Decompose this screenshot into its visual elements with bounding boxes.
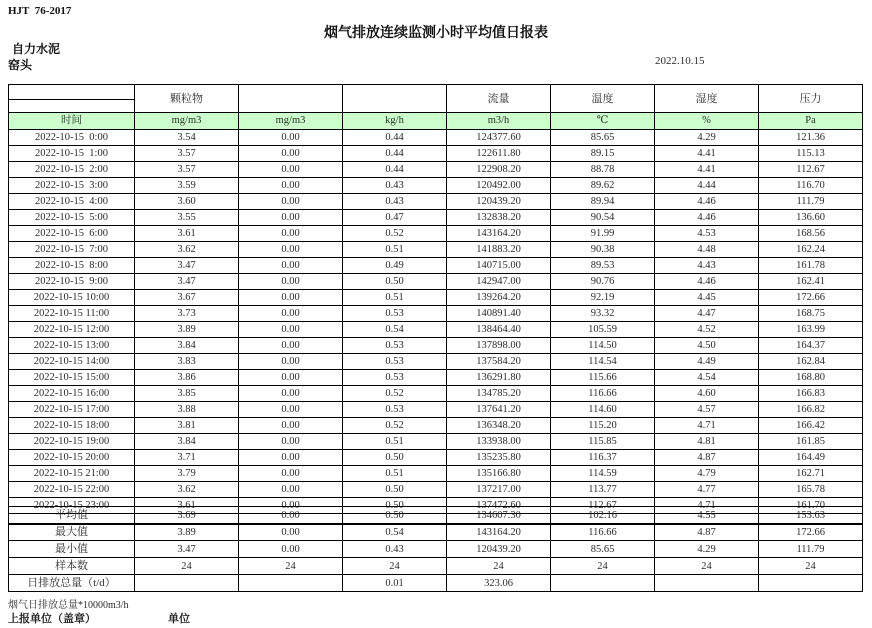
value-cell: 0.53 <box>343 402 447 418</box>
value-cell: 116.37 <box>551 450 655 466</box>
summary-table <box>8 506 863 592</box>
table-row <box>9 178 863 194</box>
value-cell: 141883.20 <box>447 242 551 258</box>
value-cell: 0.52 <box>343 418 447 434</box>
value-cell: 115.85 <box>551 434 655 450</box>
value-cell: 4.81 <box>655 434 759 450</box>
value-cell: 140715.00 <box>447 258 551 274</box>
page-title: 烟气排放连续监测小时平均值日报表 <box>324 26 548 41</box>
value-cell: 3.61 <box>135 498 239 514</box>
value-cell: 114.50 <box>551 338 655 354</box>
group-header-temperature: 温度 <box>551 85 655 113</box>
value-cell: 114.59 <box>551 466 655 482</box>
summary-label-cell: 平均值 <box>9 507 135 524</box>
value-cell <box>759 575 863 592</box>
time-cell: 2022-10-15 5:00 <box>9 210 135 226</box>
value-cell: 135166.80 <box>447 466 551 482</box>
value-cell: 3.89 <box>135 322 239 338</box>
value-cell: 4.79 <box>655 466 759 482</box>
table-row <box>9 130 863 146</box>
value-cell: 24 <box>135 558 239 575</box>
value-cell: 3.89 <box>135 524 239 541</box>
value-cell: 137898.00 <box>447 338 551 354</box>
value-cell: 102.16 <box>551 507 655 524</box>
value-cell: 3.71 <box>135 450 239 466</box>
value-cell: 4.41 <box>655 162 759 178</box>
value-cell: 323.06 <box>447 575 551 592</box>
value-cell: 0.00 <box>239 418 343 434</box>
value-cell: 120439.20 <box>447 194 551 210</box>
value-cell: 89.62 <box>551 178 655 194</box>
group-header-blank-2 <box>343 85 447 113</box>
time-cell: 2022-10-15 2:00 <box>9 162 135 178</box>
group-header-row <box>9 85 863 100</box>
value-cell: 143164.20 <box>447 226 551 242</box>
unit-header-row <box>9 113 863 130</box>
value-cell: 3.83 <box>135 354 239 370</box>
value-cell: 0.00 <box>239 226 343 242</box>
table-row <box>9 338 863 354</box>
value-cell: 122611.80 <box>447 146 551 162</box>
table-row <box>9 306 863 322</box>
value-cell: 90.76 <box>551 274 655 290</box>
value-cell: 3.62 <box>135 482 239 498</box>
value-cell: 0.47 <box>343 210 447 226</box>
value-cell: 135235.80 <box>447 450 551 466</box>
table-row <box>9 242 863 258</box>
value-cell: 89.15 <box>551 146 655 162</box>
table-row <box>9 274 863 290</box>
value-cell: 0.00 <box>239 402 343 418</box>
value-cell: 4.71 <box>655 418 759 434</box>
value-cell: 162.24 <box>759 242 863 258</box>
value-cell <box>135 575 239 592</box>
value-cell: 0.00 <box>239 210 343 226</box>
value-cell: 168.80 <box>759 370 863 386</box>
value-cell: 166.42 <box>759 418 863 434</box>
value-cell: 0.00 <box>239 354 343 370</box>
time-cell: 2022-10-15 20:00 <box>9 450 135 466</box>
value-cell: 162.84 <box>759 354 863 370</box>
unit-m3h: m3/h <box>447 113 551 130</box>
value-cell: 168.56 <box>759 226 863 242</box>
value-cell: 0.53 <box>343 370 447 386</box>
doc-code: HJT 76-2017 <box>8 5 72 17</box>
value-cell: 134607.30 <box>447 507 551 524</box>
value-cell: 4.77 <box>655 482 759 498</box>
value-cell: 3.84 <box>135 338 239 354</box>
value-cell: 164.37 <box>759 338 863 354</box>
value-cell: 85.65 <box>551 130 655 146</box>
value-cell: 0.00 <box>239 290 343 306</box>
table-row <box>9 434 863 450</box>
report-unit-label: 上报单位（盖章） <box>8 613 96 625</box>
value-cell: 0.00 <box>239 498 343 514</box>
value-cell: 0.43 <box>343 194 447 210</box>
time-cell: 2022-10-15 7:00 <box>9 242 135 258</box>
time-cell: 2022-10-15 8:00 <box>9 258 135 274</box>
group-header-particulate: 颗粒物 <box>135 85 239 113</box>
value-cell: 166.83 <box>759 386 863 402</box>
value-cell: 120439.20 <box>447 541 551 558</box>
summary-label-cell: 日排放总量（t/d） <box>9 575 135 592</box>
table-row <box>9 194 863 210</box>
value-cell: 140891.40 <box>447 306 551 322</box>
time-cell: 2022-10-15 16:00 <box>9 386 135 402</box>
group-header-pressure: 压力 <box>759 85 863 113</box>
value-cell <box>551 575 655 592</box>
value-cell: 0.00 <box>239 306 343 322</box>
value-cell: 4.46 <box>655 210 759 226</box>
value-cell: 0.00 <box>239 434 343 450</box>
time-header-bottom-cell <box>9 100 135 113</box>
time-cell: 2022-10-15 1:00 <box>9 146 135 162</box>
value-cell: 93.32 <box>551 306 655 322</box>
summary-label-cell: 样本数 <box>9 558 135 575</box>
table-row <box>9 226 863 242</box>
value-cell: 165.78 <box>759 482 863 498</box>
company-name: 自力水泥 <box>12 42 61 56</box>
value-cell: 0.00 <box>239 507 343 524</box>
table-row <box>9 162 863 178</box>
value-cell: 0.00 <box>239 274 343 290</box>
table-row <box>9 370 863 386</box>
value-cell: 4.44 <box>655 178 759 194</box>
summary-row <box>9 541 863 558</box>
value-cell: 0.53 <box>343 306 447 322</box>
value-cell: 136348.20 <box>447 418 551 434</box>
value-cell: 163.99 <box>759 322 863 338</box>
time-cell: 2022-10-15 0:00 <box>9 130 135 146</box>
value-cell: 0.50 <box>343 507 447 524</box>
value-cell: 0.44 <box>343 130 447 146</box>
value-cell: 0.51 <box>343 242 447 258</box>
value-cell: 0.52 <box>343 226 447 242</box>
time-header-top-cell <box>9 85 135 100</box>
time-cell: 2022-10-15 10:00 <box>9 290 135 306</box>
value-cell: 0.00 <box>239 178 343 194</box>
summary-row <box>9 524 863 541</box>
value-cell: 111.79 <box>759 541 863 558</box>
summary-row <box>9 558 863 575</box>
value-cell: 3.47 <box>135 258 239 274</box>
value-cell: 172.66 <box>759 524 863 541</box>
value-cell: 133938.00 <box>447 434 551 450</box>
value-cell: 3.69 <box>135 507 239 524</box>
value-cell: 139264.20 <box>447 290 551 306</box>
summary-row <box>9 507 863 524</box>
value-cell: 4.29 <box>655 130 759 146</box>
value-cell: 0.54 <box>343 524 447 541</box>
value-cell: 3.57 <box>135 162 239 178</box>
table-row <box>9 482 863 498</box>
value-cell: 0.00 <box>239 386 343 402</box>
value-cell: 3.47 <box>135 541 239 558</box>
value-cell: 0.00 <box>239 242 343 258</box>
value-cell: 0.00 <box>239 338 343 354</box>
table-row <box>9 466 863 482</box>
value-cell: 161.85 <box>759 434 863 450</box>
unit-celsius: ℃ <box>551 113 655 130</box>
value-cell: 153.63 <box>759 507 863 524</box>
value-cell: 161.70 <box>759 498 863 514</box>
value-cell: 0.50 <box>343 274 447 290</box>
time-cell: 2022-10-15 15:00 <box>9 370 135 386</box>
value-cell: 3.67 <box>135 290 239 306</box>
table-row <box>9 402 863 418</box>
time-cell: 2022-10-15 3:00 <box>9 178 135 194</box>
value-cell: 116.66 <box>551 386 655 402</box>
station-name: 窑头 <box>8 58 33 72</box>
value-cell: 0.00 <box>239 450 343 466</box>
table-row <box>9 354 863 370</box>
value-cell: 3.54 <box>135 130 239 146</box>
value-cell: 4.48 <box>655 242 759 258</box>
group-header-humidity: 湿度 <box>655 85 759 113</box>
unit-mgm3-1: mg/m3 <box>135 113 239 130</box>
value-cell: 116.70 <box>759 178 863 194</box>
time-cell: 2022-10-15 4:00 <box>9 194 135 210</box>
value-cell: 4.87 <box>655 524 759 541</box>
value-cell: 161.78 <box>759 258 863 274</box>
value-cell: 92.19 <box>551 290 655 306</box>
value-cell: 24 <box>239 558 343 575</box>
value-cell: 0.44 <box>343 162 447 178</box>
time-cell: 2022-10-15 6:00 <box>9 226 135 242</box>
value-cell: 24 <box>551 558 655 575</box>
value-cell: 105.59 <box>551 322 655 338</box>
value-cell: 3.79 <box>135 466 239 482</box>
value-cell: 4.47 <box>655 306 759 322</box>
value-cell: 4.53 <box>655 226 759 242</box>
value-cell: 0.00 <box>239 466 343 482</box>
value-cell: 4.60 <box>655 386 759 402</box>
value-cell: 3.81 <box>135 418 239 434</box>
value-cell: 114.60 <box>551 402 655 418</box>
value-cell: 3.57 <box>135 146 239 162</box>
value-cell: 4.71 <box>655 498 759 514</box>
value-cell: 115.13 <box>759 146 863 162</box>
value-cell: 0.00 <box>239 258 343 274</box>
value-cell: 85.65 <box>551 541 655 558</box>
value-cell: 138464.40 <box>447 322 551 338</box>
unit-label: 单位 <box>168 613 190 625</box>
value-cell: 88.78 <box>551 162 655 178</box>
value-cell: 4.29 <box>655 541 759 558</box>
value-cell: 168.75 <box>759 306 863 322</box>
value-cell: 0.00 <box>239 130 343 146</box>
value-cell: 91.99 <box>551 226 655 242</box>
value-cell: 0.00 <box>239 524 343 541</box>
value-cell: 4.54 <box>655 370 759 386</box>
group-header-blank-1 <box>239 85 343 113</box>
value-cell: 24 <box>759 558 863 575</box>
value-cell: 166.82 <box>759 402 863 418</box>
value-cell: 0.01 <box>343 575 447 592</box>
value-cell: 137641.20 <box>447 402 551 418</box>
unit-mgm3-2: mg/m3 <box>239 113 343 130</box>
value-cell: 4.87 <box>655 450 759 466</box>
value-cell: 0.52 <box>343 386 447 402</box>
value-cell: 3.84 <box>135 434 239 450</box>
value-cell: 0.00 <box>239 370 343 386</box>
value-cell: 0.44 <box>343 146 447 162</box>
value-cell: 0.00 <box>239 146 343 162</box>
value-cell: 3.47 <box>135 274 239 290</box>
value-cell: 162.41 <box>759 274 863 290</box>
value-cell: 0.50 <box>343 482 447 498</box>
value-cell: 0.00 <box>239 194 343 210</box>
time-cell: 2022-10-15 22:00 <box>9 482 135 498</box>
time-cell: 2022-10-15 9:00 <box>9 274 135 290</box>
value-cell: 3.59 <box>135 178 239 194</box>
value-cell: 120492.00 <box>447 178 551 194</box>
value-cell: 0.50 <box>343 498 447 514</box>
table-row <box>9 258 863 274</box>
report-date: 2022.10.15 <box>655 55 705 67</box>
value-cell: 4.43 <box>655 258 759 274</box>
table-row <box>9 146 863 162</box>
value-cell: 113.77 <box>551 482 655 498</box>
value-cell: 134785.20 <box>447 386 551 402</box>
time-cell: 2022-10-15 23:00 <box>9 498 135 514</box>
value-cell: 136291.80 <box>447 370 551 386</box>
summary-label-cell: 最大值 <box>9 524 135 541</box>
value-cell: 89.94 <box>551 194 655 210</box>
summary-row <box>9 575 863 592</box>
value-cell: 0.50 <box>343 450 447 466</box>
value-cell: 3.61 <box>135 226 239 242</box>
value-cell: 24 <box>447 558 551 575</box>
value-cell: 137217.00 <box>447 482 551 498</box>
value-cell: 0.54 <box>343 322 447 338</box>
table-header <box>9 85 863 130</box>
value-cell: 0.00 <box>239 482 343 498</box>
time-cell: 2022-10-15 18:00 <box>9 418 135 434</box>
value-cell: 132838.20 <box>447 210 551 226</box>
table-row <box>9 450 863 466</box>
time-cell: 2022-10-15 12:00 <box>9 322 135 338</box>
value-cell: 121.36 <box>759 130 863 146</box>
value-cell: 4.57 <box>655 402 759 418</box>
unit-percent: % <box>655 113 759 130</box>
value-cell: 4.52 <box>655 322 759 338</box>
value-cell: 136.60 <box>759 210 863 226</box>
table-row <box>9 386 863 402</box>
value-cell: 24 <box>343 558 447 575</box>
value-cell <box>655 575 759 592</box>
value-cell: 0.43 <box>343 178 447 194</box>
value-cell: 3.88 <box>135 402 239 418</box>
table-row <box>9 290 863 306</box>
value-cell: 115.66 <box>551 370 655 386</box>
value-cell: 90.54 <box>551 210 655 226</box>
value-cell: 4.50 <box>655 338 759 354</box>
value-cell: 0.51 <box>343 466 447 482</box>
time-cell: 2022-10-15 17:00 <box>9 402 135 418</box>
value-cell: 24 <box>655 558 759 575</box>
value-cell: 0.53 <box>343 338 447 354</box>
table-row <box>9 322 863 338</box>
value-cell: 0.00 <box>239 322 343 338</box>
table-row <box>9 418 863 434</box>
value-cell <box>239 575 343 592</box>
data-rows <box>9 130 863 514</box>
value-cell: 4.46 <box>655 274 759 290</box>
value-cell: 162.71 <box>759 466 863 482</box>
unit-kgh: kg/h <box>343 113 447 130</box>
value-cell: 164.49 <box>759 450 863 466</box>
time-column-header: 时间 <box>9 113 135 130</box>
value-cell: 3.73 <box>135 306 239 322</box>
unit-pa: Pa <box>759 113 863 130</box>
value-cell: 137472.60 <box>447 498 551 514</box>
value-cell: 4.49 <box>655 354 759 370</box>
summary-rows <box>9 507 863 592</box>
footer-note: 烟气日排放总量*10000m3/h <box>8 600 129 611</box>
value-cell: 137584.20 <box>447 354 551 370</box>
report-table <box>8 84 863 525</box>
value-cell: 112.67 <box>759 162 863 178</box>
value-cell: 115.20 <box>551 418 655 434</box>
value-cell: 142947.00 <box>447 274 551 290</box>
value-cell: 122908.20 <box>447 162 551 178</box>
time-cell: 2022-10-15 14:00 <box>9 354 135 370</box>
value-cell: 3.62 <box>135 242 239 258</box>
time-cell: 2022-10-15 21:00 <box>9 466 135 482</box>
value-cell: 0.00 <box>239 541 343 558</box>
value-cell: 0.43 <box>343 541 447 558</box>
value-cell: 90.38 <box>551 242 655 258</box>
value-cell: 4.46 <box>655 194 759 210</box>
value-cell: 4.55 <box>655 507 759 524</box>
time-cell: 2022-10-15 13:00 <box>9 338 135 354</box>
value-cell: 172.66 <box>759 290 863 306</box>
time-cell: 2022-10-15 11:00 <box>9 306 135 322</box>
value-cell: 0.00 <box>239 162 343 178</box>
value-cell: 124377.60 <box>447 130 551 146</box>
value-cell: 89.53 <box>551 258 655 274</box>
time-cell: 2022-10-15 19:00 <box>9 434 135 450</box>
value-cell: 111.79 <box>759 194 863 210</box>
value-cell: 3.86 <box>135 370 239 386</box>
value-cell: 3.85 <box>135 386 239 402</box>
value-cell: 0.51 <box>343 434 447 450</box>
table-row <box>9 210 863 226</box>
value-cell: 143164.20 <box>447 524 551 541</box>
value-cell: 0.51 <box>343 290 447 306</box>
value-cell: 114.54 <box>551 354 655 370</box>
value-cell: 0.53 <box>343 354 447 370</box>
value-cell: 112.67 <box>551 498 655 514</box>
value-cell: 4.41 <box>655 146 759 162</box>
value-cell: 116.66 <box>551 524 655 541</box>
group-header-flow: 流量 <box>447 85 551 113</box>
value-cell: 4.45 <box>655 290 759 306</box>
value-cell: 3.60 <box>135 194 239 210</box>
value-cell: 3.55 <box>135 210 239 226</box>
value-cell: 0.49 <box>343 258 447 274</box>
summary-label-cell: 最小值 <box>9 541 135 558</box>
